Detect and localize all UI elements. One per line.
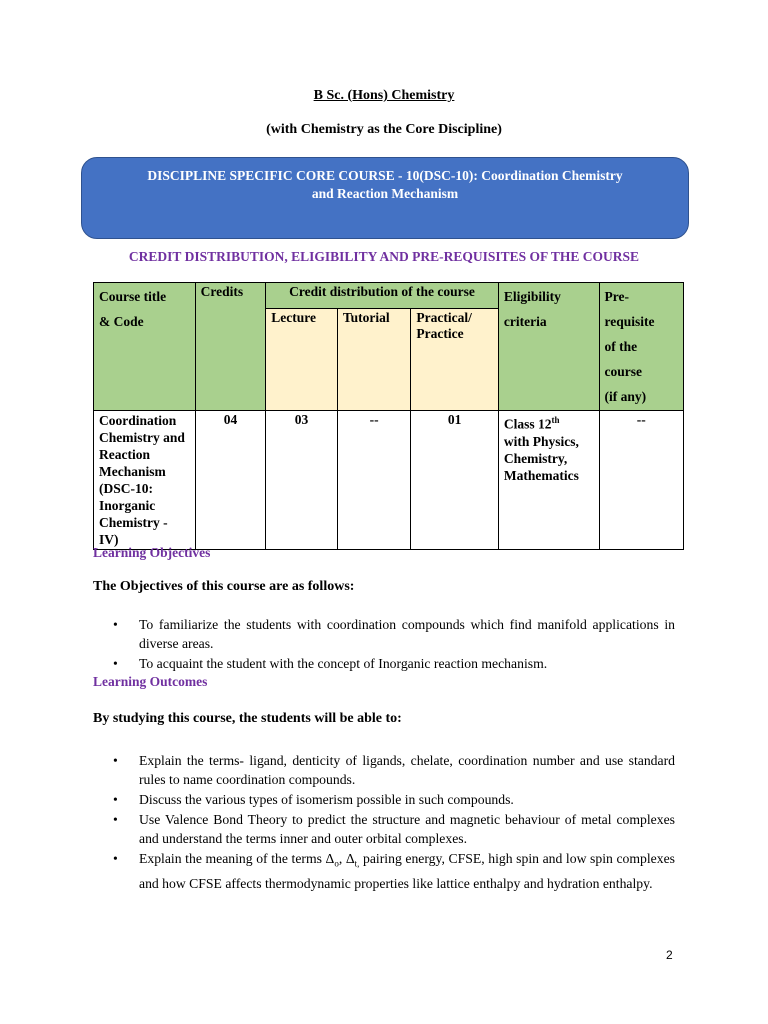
cell-practical: 01 — [411, 411, 498, 550]
header-course-title — [94, 283, 196, 411]
banner-line-2: and Reaction Mechanism — [311, 186, 459, 201]
header-prereq-line2: requisite — [604, 314, 655, 329]
header-credit-distribution: Credit distribution of the course — [266, 283, 499, 309]
eligibility-class: Class 12 — [503, 416, 552, 432]
objectives-intro: The Objectives of this course are as follows: — [93, 579, 355, 594]
objective-text: To acquaint the student with the concept of Inorganic reaction mechanism. — [139, 656, 548, 671]
outcome-text — [139, 851, 675, 891]
document-subtitle: (with Chemistry as the Core Discipline) — [266, 122, 502, 137]
outcome-text: Explain the terms- ligand, denticity of ligands, chelate, coordination number and use standard rules to name coordination compounds. — [139, 753, 675, 787]
header-credits: Credits — [195, 283, 266, 411]
objectives-list — [93, 615, 675, 674]
outcome-text-part: pairing energy, CFSE, high spin and low spin complexes and how CFSE affects thermodynamic properties like lattice enthalpy and hydration enthalpy. — [139, 851, 675, 891]
cell-tutorial: -- — [337, 411, 411, 550]
cell-lecture: 03 — [266, 411, 338, 550]
objectives-heading: Learning Objectives — [93, 545, 211, 560]
credit-distribution-heading: CREDIT DISTRIBUTION, ELIGIBILITY AND PRE-REQUISITES OF THE COURSE — [128, 249, 640, 264]
bullet-icon: • — [113, 792, 118, 807]
outcomes-list — [93, 751, 675, 894]
header-eligibility — [498, 283, 599, 411]
cell-credits: 04 — [195, 411, 266, 550]
header-tutorial: Tutorial — [337, 308, 411, 410]
bullet-icon: • — [113, 617, 118, 632]
header-lecture: Lecture — [266, 308, 338, 410]
outcomes-heading: Learning Outcomes — [93, 674, 208, 689]
objective-text: To familiarize the students with coordination compounds which find manifold applications in diverse areas. — [139, 617, 675, 651]
header-prerequisite — [599, 283, 684, 411]
outcome-text: Discuss the various types of isomerism possible in such compounds. — [139, 792, 514, 807]
header-prereq-line1: Pre- — [604, 289, 629, 304]
page-number: 2 — [666, 948, 673, 962]
header-prereq-line5: (if any) — [604, 389, 647, 404]
banner-line-1: DISCIPLINE SPECIFIC CORE COURSE - 10(DSC-10): Coordination Chemistry — [147, 168, 623, 183]
table-row — [94, 411, 684, 550]
list-item — [93, 790, 675, 809]
cell-course-title: Coordination Chemistry and Reaction Mechanism (DSC-10: Inorganic Chemistry - IV) — [94, 411, 196, 550]
course-banner — [81, 157, 689, 239]
bullet-icon: • — [113, 851, 118, 866]
list-item — [93, 654, 675, 673]
outcome-text-part: Explain the meaning of the terms Δ — [139, 851, 335, 866]
header-prereq-line3: of the — [604, 339, 638, 354]
bullet-icon: • — [113, 812, 118, 827]
list-item — [93, 849, 675, 893]
header-course-title-line2: & Code — [99, 314, 144, 329]
outcome-text-part: , Δ — [338, 851, 355, 866]
header-eligibility-line1: Eligibility — [503, 289, 561, 304]
cell-prerequisite: -- — [599, 411, 684, 550]
outcome-text: Use Valence Bond Theory to predict the structure and magnetic behaviour of metal complexes and understand the terms inner and outer orbital complexes. — [139, 812, 675, 846]
document-title: B Sc. (Hons) Chemistry — [313, 88, 455, 103]
header-course-title-line1: Course title — [99, 289, 167, 304]
header-eligibility-line2: criteria — [503, 314, 547, 329]
outcomes-intro: By studying this course, the students will be able to: — [93, 711, 402, 726]
eligibility-subjects: with Physics, Chemistry, Mathematics — [503, 433, 579, 483]
header-prereq-line4: course — [604, 364, 642, 379]
list-item — [93, 810, 675, 848]
list-item — [93, 751, 675, 789]
credit-distribution-table — [93, 282, 684, 550]
header-practical: Practical/ Practice — [411, 308, 498, 410]
delta-t-subscript: t, — [354, 858, 360, 869]
eligibility-superscript: th — [551, 415, 560, 425]
cell-eligibility — [498, 411, 599, 550]
bullet-icon: • — [113, 656, 118, 671]
delta-o-subscript: o — [334, 858, 339, 869]
list-item — [93, 615, 675, 653]
bullet-icon: • — [113, 753, 118, 768]
